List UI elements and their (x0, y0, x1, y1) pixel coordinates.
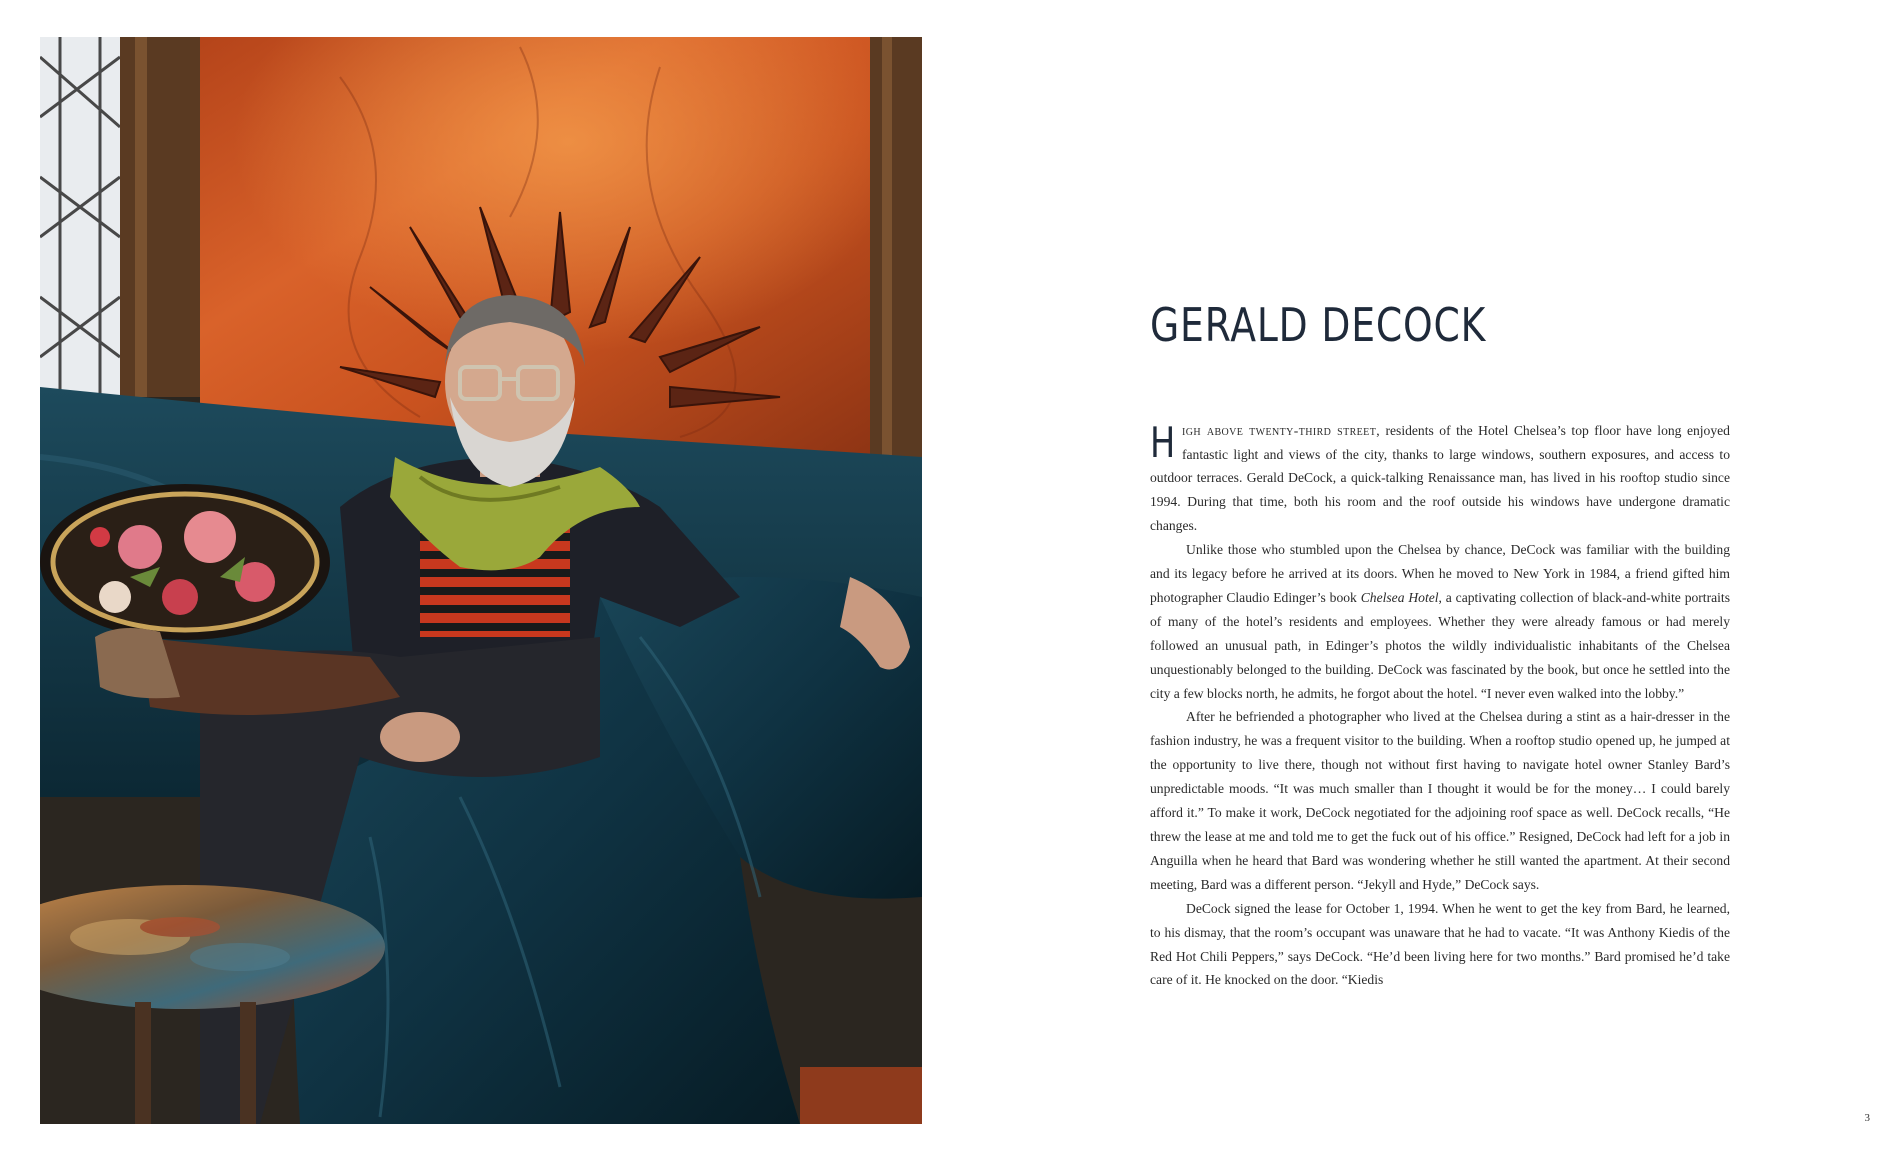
paragraph-2 (1150, 538, 1730, 705)
article-body (1150, 419, 1730, 993)
article-title: GERALD DECOCK (1150, 298, 1487, 352)
paragraph-1 (1150, 419, 1730, 539)
paragraph-4: DeCock signed the lease for October 1, 1994. When he went to get the key from Bard, he learned, to his dismay, that the room’s occupant was unaware that he had to vacate. “It was Anthony Kiedis of the Red Hot Chili Peppers,” says DeCock. “He’d been living here for two months.” Bard promised he’d take care of it. He knocked on the door. “Kiedis (1150, 900, 1730, 988)
book-title: Chelsea Hotel (1360, 589, 1439, 605)
paragraph-1-text: residents of the Hotel Chelsea’s top floor have long enjoyed fantastic light and views of the city, thanks to large windows, southern exposures, and access to outdoor terraces. Gerald DeCock, a quick-talking Renaissance man, has lived in his rooftop studio since 1994. During that time, both his room and the roof outside his windows have undergone dramatic changes. (1150, 422, 1730, 534)
article (1150, 300, 1730, 992)
portrait-illustration (40, 37, 922, 1124)
paragraph-2-text-a: Unlike those who stumbled upon the Chelsea by chance, DeCock was familiar with the building and its legacy before he arrived at its doors. When he moved to New York in 1984, a friend gifted him photographer Claudio Edinger’s book (1150, 542, 1730, 605)
drop-cap: H (1150, 417, 1176, 467)
paragraph-2-text-b: , a captivating collection of black-and-white portraits of many of the hotel’s residents and employees. Whether they were already famous or had merely followed an unusual path, in Edinger’s photos the wildly individualistic inhabitants of the Chelsea unquestionably belonged to the building. DeCock was fascinated by the book, but once he settled into the city a few blocks north, he admits, he forgot about the hotel. “I never even walked into the lobby.” (1150, 589, 1730, 701)
page-number: 3 (1864, 1112, 1870, 1124)
lead-in-smallcaps: igh above twenty-third street, (1182, 422, 1380, 438)
paragraph-3: After he befriended a photographer who lived at the Chelsea during a stint as a hair-dresser in the fashion industry, he was a frequent visitor to the building. When a rooftop studio opened up, he jumped at the opportunity to live there, though not without first having to navigate hotel owner Stanley Bard’s unpredictable moods. “It was much smaller than I thought it would be for the money… I could barely afford it.” To make it work, DeCock negotiated for the adjoining roof space as well. DeCock recalls, “He threw the lease at me and told me to get the fuck out of his office.” Resigned, DeCock had left for a job in Anguilla when he heard that Bard was wondering whether he still wanted the apartment. At their second meeting, Bard was a different person. “Jekyll and Hyde,” DeCock says. (1150, 709, 1730, 892)
portrait-photo (40, 37, 922, 1124)
